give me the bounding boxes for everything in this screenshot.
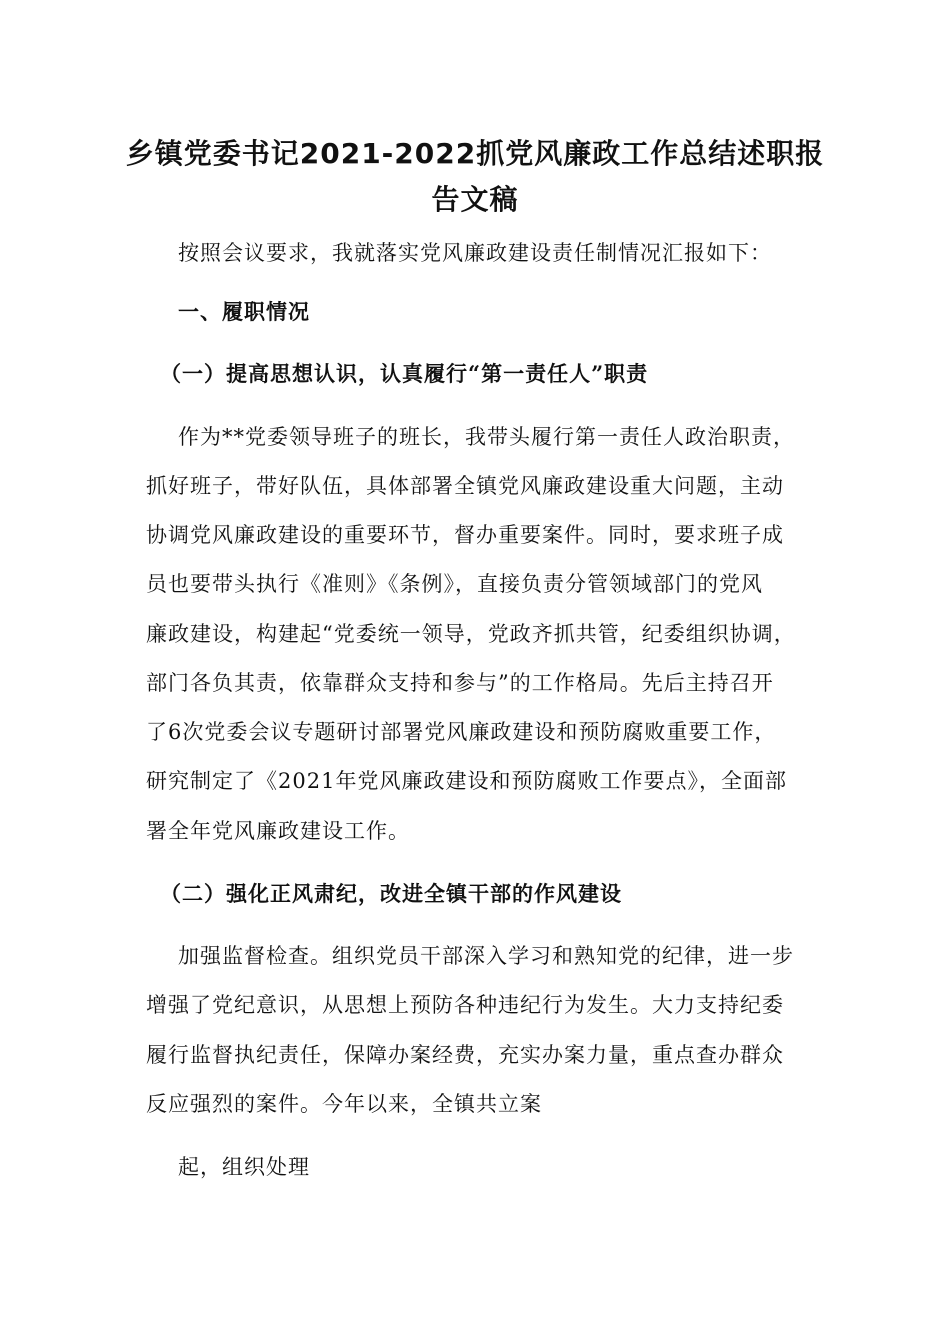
body-line: 履行监督执纪责任，保障办案经费，充实办案力量，重点查办群众 — [146, 1043, 784, 1067]
document-title-line-2: 告文稿 — [431, 183, 519, 216]
section-heading-1: 一、履职情况 — [178, 299, 310, 324]
document-title-line-1: 乡镇党委书记2021-2022抓党风廉政工作总结述职报 — [125, 137, 825, 170]
body-line: 了6次党委会议专题研讨部署党风廉政建设和预防腐败重要工作， — [146, 720, 777, 744]
body-line: 员也要带头执行《准则》《条例》，直接负责分管领域部门的党风 — [146, 572, 763, 596]
body-line: 作为**党委领导班子的班长，我带头履行第一责任人政治职责， — [178, 425, 795, 449]
body-line-fragment: 起，组织处理 — [178, 1155, 310, 1179]
body-line: 协调党风廉政建设的重要环节，督办重要案件。同时，要求班子成 — [146, 523, 784, 547]
intro-paragraph: 按照会议要求，我就落实党风廉政建设责任制情况汇报如下： — [178, 241, 772, 265]
body-line: 研究制定了《2021年党风廉政建设和预防腐败工作要点》，全面部 — [146, 769, 787, 793]
subsection-heading-2: （二）强化正风肃纪，改进全镇干部的作风建设 — [160, 881, 622, 906]
body-line: 部门各负其责，依靠群众支持和参与”的工作格局。先后主持召开 — [146, 671, 774, 695]
body-line: 廉政建设，构建起“党委统一领导，党政齐抓共管，纪委组织协调， — [146, 622, 796, 646]
body-line: 反应强烈的案件。今年以来，全镇共立案 — [146, 1092, 542, 1116]
body-line: 署全年党风廉政建设工作。 — [146, 819, 410, 843]
body-line: 抓好班子，带好队伍，具体部署全镇党风廉政建设重大问题，主动 — [146, 474, 784, 498]
body-line: 加强监督检查。组织党员干部深入学习和熟知党的纪律，进一步 — [178, 944, 794, 968]
subsection-heading-1: （一）提高思想认识，认真履行“第一责任人”职责 — [160, 361, 649, 386]
body-line: 增强了党纪意识，从思想上预防各种违纪行为发生。大力支持纪委 — [146, 993, 784, 1017]
